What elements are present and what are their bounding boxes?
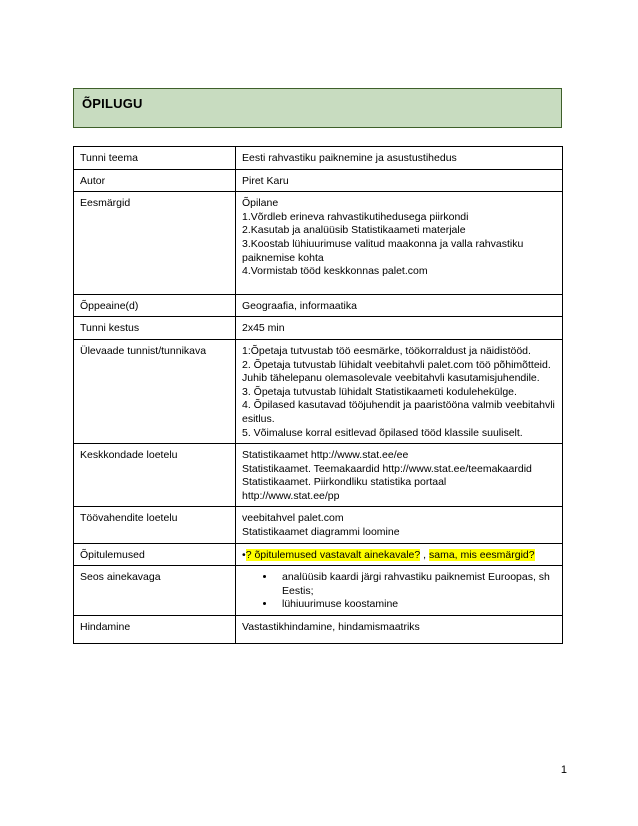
list-item: • analüüsib kaardi järgi rahvastiku paiknemist Euroopas, sh Eestis; xyxy=(276,571,556,598)
row-value xyxy=(236,507,563,543)
plan-line: 3. Õpetaja tutvustab lühidalt Statistikaameti kodulehekülge. xyxy=(242,385,517,398)
row-label: Tunni kestus xyxy=(74,317,236,340)
row-label: Tunni teema xyxy=(74,147,236,170)
row-label: Seos ainekavaga xyxy=(74,566,236,616)
row-value: Geograafia, informaatika xyxy=(236,294,563,317)
row-value: 2x45 min xyxy=(236,317,563,340)
table-row xyxy=(74,147,563,170)
row-label: Eesmärgid xyxy=(74,192,236,295)
row-value xyxy=(236,566,563,616)
table-row xyxy=(74,507,563,543)
table-row xyxy=(74,169,563,192)
plan-line: 4. Õpilased kasutavad tööjuhendit ja paaristööna valmib veebitahvli esitlus. xyxy=(242,399,555,425)
tool-line: Statistikaamet diagrammi loomine xyxy=(242,526,400,539)
plan-line: 5. Võimaluse korral esitlevad õpilased tööd klassile suuliselt. xyxy=(242,426,523,439)
row-value xyxy=(236,339,563,443)
title-box xyxy=(73,88,562,128)
plan-line: 2. Õpetaja tutvustab lühidalt veebitahvli palet.com töö põhimõtteid. Juhib tähelepanu olemasolevale veebitahvli kasutamisjuhendile. xyxy=(242,358,551,385)
row-value xyxy=(236,192,563,295)
row-value: Eesti rahvastiku paiknemine ja asustustihedus xyxy=(236,147,563,170)
row-value xyxy=(236,543,563,566)
highlighted-comment: sama, mis eesmärgid? xyxy=(428,548,535,561)
page-title: ÕPILUGU xyxy=(82,96,143,111)
bullet: • xyxy=(242,548,246,561)
table-row xyxy=(74,616,563,644)
row-label: Hindamine xyxy=(74,616,236,644)
row-value: Vastastikhindamine, hindamismaatriks xyxy=(236,616,563,644)
goal-line: Õpilane xyxy=(242,197,279,210)
row-label: Keskkondade loetelu xyxy=(74,444,236,507)
goal-line: 1.Võrdleb erineva rahvastikutihedusega piirkondi xyxy=(242,210,469,223)
environment-line: Statistikaamet. Piirkondliku statistika portaal http://www.stat.ee/pp xyxy=(242,476,447,502)
row-label: Ülevaade tunnist/tunnikava xyxy=(74,339,236,443)
row-value xyxy=(236,444,563,507)
separator: , xyxy=(420,548,429,561)
table-row xyxy=(74,317,563,340)
plan-line: 1:Õpetaja tutvustab töö eesmärke, töökorraldust ja näidistööd. xyxy=(242,344,531,357)
table-row xyxy=(74,192,563,295)
list-item: • lühiuurimuse koostamine xyxy=(276,598,556,612)
table-row xyxy=(74,566,563,616)
table-row xyxy=(74,543,563,566)
row-label: Autor xyxy=(74,169,236,192)
environment-line: Statistikaamet http://www.stat.ee/ee xyxy=(242,449,409,462)
table-row xyxy=(74,294,563,317)
curriculum-list xyxy=(242,571,556,612)
table-row xyxy=(74,339,563,443)
goal-line: 4.Vormistab tööd keskkonnas palet.com xyxy=(242,265,428,278)
page-number: 1 xyxy=(560,764,567,776)
table-row xyxy=(74,444,563,507)
row-value: Piret Karu xyxy=(236,169,563,192)
environment-line: Statistikaamet. Teemakaardid http://www.stat.ee/teemakaardid xyxy=(242,462,532,475)
goal-line: 2.Kasutab ja analüüsib Statistikaameti materjale xyxy=(242,224,466,237)
lesson-info-table xyxy=(73,146,563,644)
row-label: Õppeaine(d) xyxy=(74,294,236,317)
row-label: Õpitulemused xyxy=(74,543,236,566)
highlighted-comment: ? õpitulemused vastavalt ainekavale? xyxy=(245,548,421,561)
tool-line: veebitahvel palet.com xyxy=(242,512,344,525)
row-label: Töövahendite loetelu xyxy=(74,507,236,543)
goal-line: 3.Koostab lühiuurimuse valitud maakonna ja valla rahvastiku paiknemise kohta xyxy=(242,237,524,264)
